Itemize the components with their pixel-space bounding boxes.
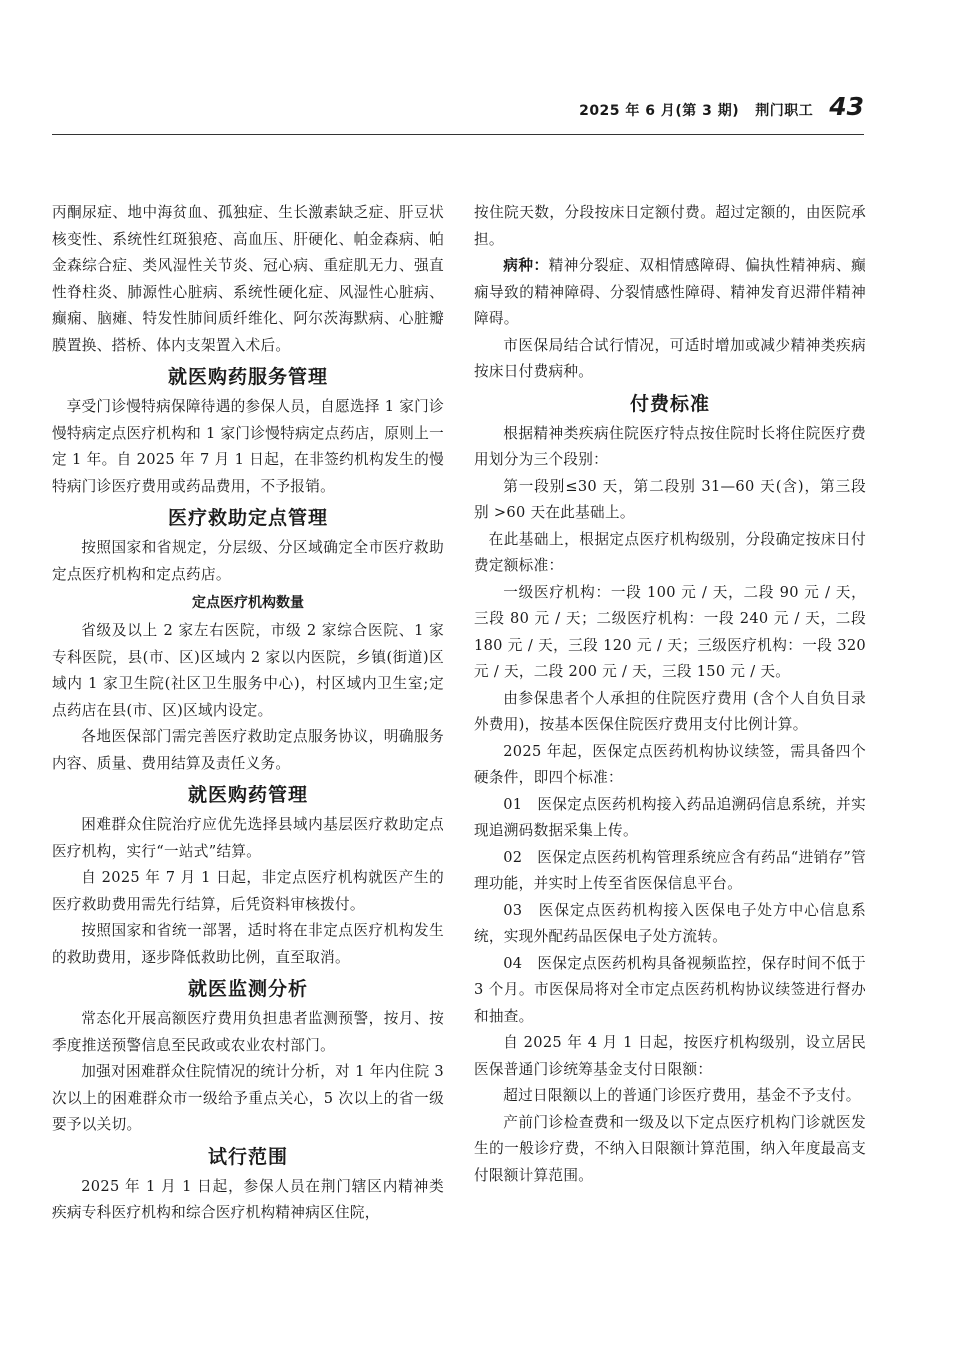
section-heading-fee: 付费标准 xyxy=(629,392,710,415)
subheading-count: 定点医疗机构数量 xyxy=(192,595,304,611)
continued-paragraph: 丙酮尿症、地中海贫血、孤独症、生长激素缺乏症、肝豆状核变性、系统性红斑狼疮、高血压、肝硬化、帕金森病、帕金森综合症、类风湿性关节炎、冠心病、重症肌无力、强直性脊柱炎、肺源性心脏病、系统性硬化症、风湿性心脏病、癫痫、脑瘫、特发性肺间质纤维化、阿尔茨海默病、心脏瓣膜置换、搭桥、体内支架置入术后。 xyxy=(52,204,444,354)
condition-item: 03 医保定点医药机构接入医保电子处方中心信息系统，实现外配药品医保电子处方流转。 xyxy=(474,901,866,945)
paragraph: 按照国家和省统一部署，适时将在非定点医疗机构发生的救助费用，逐步降低救助比例，直至取消。 xyxy=(52,922,444,966)
paragraph: 根据精神类疾病住院医疗特点按住院时长将住院医疗费用划分为三个段别： xyxy=(474,424,866,468)
condition-item: 04 医保定点医药机构具备视频监控，保存时间不低于 3 个月。市医保局将对全市定点医药机构协议续签进行督办和抽查。 xyxy=(474,954,866,1025)
paragraph: 由参保患者个人承担的住院医疗费用 (含个人自负目录外费用)，按基本医保住院医疗费用支付比例计算。 xyxy=(474,689,866,733)
paragraph: 加强对困难群众住院情况的统计分析，对 1 年内住院 3 次以上的困难群众市一级给予重点关心，5 次以上的省一级要予以关切。 xyxy=(52,1063,444,1133)
paragraph: 超过日限额以上的普通门诊医疗费用，基金不予支付。 xyxy=(503,1087,861,1104)
condition-item: 02 医保定点医药机构管理系统应含有药品“进销存”管理功能，并实时上传至省医保信息平台。 xyxy=(474,848,866,892)
disease-list: 精神分裂症、双相情感障碍、偏执性精神病、癫痫导致的精神障碍、分裂情感性障碍、精神发育迟滞伴精神障碍。 xyxy=(474,257,866,327)
page-number: 43 xyxy=(829,92,864,121)
condition-item: 01 医保定点医药机构接入药品追溯码信息系统，并实现追溯码数据采集上传。 xyxy=(474,795,866,839)
paragraph: 按照国家和省规定，分层级、分区域确定全市医疗救助定点医疗机构和定点药店。 xyxy=(52,539,444,583)
section-heading-scope: 试行范围 xyxy=(207,1145,288,1168)
left-column xyxy=(52,200,444,1227)
header-divider xyxy=(52,134,864,135)
paragraph: 第一段别≤30 天，第二段别 31—60 天(含)，第三段别 >60 天在此基础上。 xyxy=(474,477,866,521)
paragraph: 在此基础上，根据定点医疗机构级别，分段确定按床日付费定额标准： xyxy=(474,530,866,574)
continued-paragraph: 按住院天数，分段按床日定额付费。超过定额的，由医院承担。 xyxy=(474,204,866,248)
paragraph: 自 2025 年 7 月 1 日起，非定点医疗机构就医产生的医疗救助费用需先行结算，后凭资料审核拨付。 xyxy=(52,869,444,913)
paragraph: 困难群众住院治疗应优先选择县域内基层医疗救助定点医疗机构，实行“一站式”结算。 xyxy=(52,816,444,860)
section-heading-medical: 就医购药管理 xyxy=(187,784,308,806)
paragraph: 各地医保部门需完善医疗救助定点服务协议，明确服务内容、质量、费用结算及责任义务。 xyxy=(52,728,444,772)
paragraph: 产前门诊检查费和一级及以下定点医疗机构门诊就医发生的一般诊疗费，不纳入日限额计算范围，纳入年度最高支付限额计算范围。 xyxy=(474,1113,866,1184)
section-heading-monitor: 就医监测分析 xyxy=(187,978,308,1000)
paragraph: 2025 年 1 月 1 日起，参保人员在荆门辖区内精神类疾病专科医疗机构和综合医疗机构精神病区住院， xyxy=(52,1177,444,1221)
paragraph: 一级医疗机构：一段 100 元 / 天，二段 90 元 / 天，三段 80 元 / 天；二级医疗机构：一段 240 元 / 天，二段 180 元 / 天，三段 120 元 / 天；三级医疗机构：一段 320 元 / 天，二段 200 元 / 天，三段 150 元 / 天。 xyxy=(474,583,866,680)
paragraph: 享受门诊慢特病保障待遇的参保人员，自愿选择 1 家门诊慢特病定点医疗机构和 1 家门诊慢特病定点药店，原则上一定 1 年。自 2025 年 7 月 1 日起，在非签约机构发生的慢特病门诊医疗费用或药品费用，不予报销。 xyxy=(52,398,444,495)
paragraph: 自 2025 年 4 月 1 日起，按医疗机构级别，设立居民医保普通门诊统筹基金支付日限额： xyxy=(474,1034,866,1078)
page-header xyxy=(52,92,864,132)
section-heading-service: 就医购药服务管理 xyxy=(167,366,328,388)
right-column xyxy=(474,200,866,1189)
magazine-title: 荆门职工 xyxy=(755,103,814,119)
paragraph: 常态化开展高额医疗费用负担患者监测预警，按月、按季度推送预警信息至民政或农业农村部门。 xyxy=(52,1010,444,1054)
paragraph: 市医保局结合试行情况，可适时增加或减少精神类疾病按床日付费病种。 xyxy=(474,336,866,380)
paragraph: 省级及以上 2 家左右医院，市级 2 家综合医院、1 家专科医院，县(市、区)区域内 2 家以内医院，乡镇(街道)区域内 1 家卫生院(社区卫生服务中心)，村区域内卫生室;定点药店在县(市、区)区域内设定。 xyxy=(52,622,444,719)
paragraph: 2025 年起，医保定点医药机构协议续签，需具备四个硬条件，即四个标准： xyxy=(474,742,866,786)
section-heading-assist: 医疗救助定点管理 xyxy=(167,507,328,529)
issue-date: 2025 年 6 月(第 3 期) xyxy=(579,103,740,119)
disease-label: 病种： xyxy=(503,257,549,274)
disease-paragraph xyxy=(474,253,866,333)
